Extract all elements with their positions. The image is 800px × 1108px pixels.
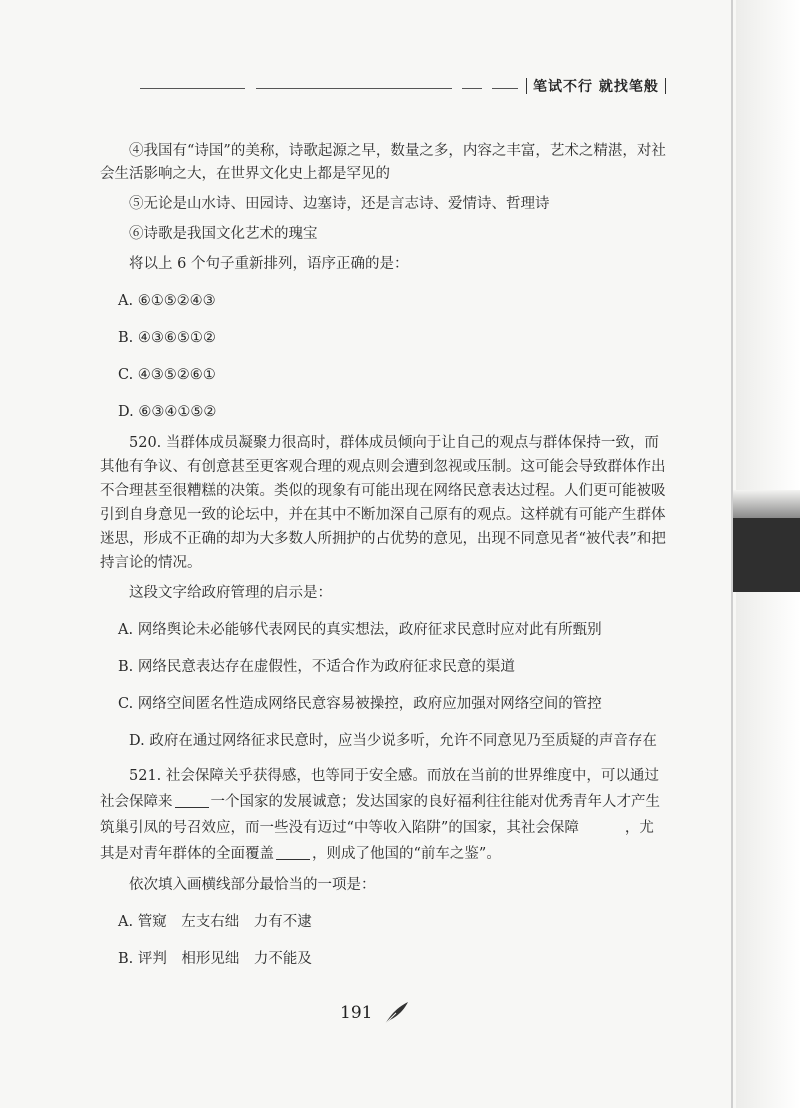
q519-option-b: B. ④③⑥⑤①② xyxy=(118,330,216,346)
q521-option-b: B. 评判 相形见绌 力不能及 xyxy=(118,951,312,967)
q520-prompt: 这段文字给政府管理的启示是： xyxy=(129,585,332,601)
q521-blank-2 xyxy=(581,820,623,834)
q521-passage xyxy=(100,763,666,867)
sentence-5: ⑤无论是山水诗、田园诗、边塞诗，还是言志诗、爱情诗、哲理诗 xyxy=(129,196,550,212)
header-rule-2 xyxy=(256,88,452,89)
header-bar-left xyxy=(526,78,527,94)
q520-option-c: C. 网络空间匿名性造成网络民意容易被操控，政府应加强对网络空间的管控 xyxy=(118,696,602,712)
header-bar-right xyxy=(665,78,666,94)
q520-option-b: B. 网络民意表达存在虚假性，不适合作为政府征求民意的渠道 xyxy=(118,659,515,675)
feather-icon xyxy=(382,1000,410,1026)
q521-text-3: ，尤其是对青年群体的全面覆盖 xyxy=(100,820,654,862)
page-number: 191 xyxy=(340,1003,373,1023)
q520-passage: 520. 当群体成员凝聚力很高时，群体成员倾向于让自己的观点与群体保持一致，而其他有争议、有创意甚至更客观合理的观点则会遭到忽视或压制。这可能会导致群体作出不合理甚至很糟糕的决策。类似的现象有可能出现在网络民意表达过程。人们更可能被吸引到自身意见一致的论坛中，并在其中不断加深自己原有的观点。这样就有可能产生群体迷思，形成不正确的却为大多数人所拥护的占优势的意见，出现不同意见者“被代表”和把持言论的情况。 xyxy=(100,435,666,571)
header-right-text: 就找笔般 xyxy=(598,79,659,95)
q521-text-1: 521. 社会保障关乎获得感，也等同于安全感。而放在当前的世界维度中，可以通过社会保障来 xyxy=(100,768,659,810)
q521-blank-3 xyxy=(276,845,310,860)
q521-prompt: 依次填入画横线部分最恰当的一项是： xyxy=(129,877,376,893)
q520-option-d: D. 政府在通过网络征求民意时，应当少说多听，允许不同意见乃至质疑的声音存在 xyxy=(129,733,657,749)
q521-text-4: ，则成了他国的“前车之鉴”。 xyxy=(312,846,501,862)
sentence-6: ⑥诗歌是我国文化艺术的瑰宝 xyxy=(129,226,318,242)
q519-prompt: 将以上 6 个句子重新排列，语序正确的是： xyxy=(129,256,409,272)
page-body xyxy=(100,140,666,985)
q521-text-2: 一个国家的发展诚意；发达国家的良好福利往往能对优秀青年人才产生筑巢引凤的号召效应，而一些没有迈过“中等收入陷阱”的国家，其社会保障 xyxy=(100,794,660,836)
q520-option-a: A. 网络舆论未必能够代表网民的真实想法，政府征求民意时应对此有所甄别 xyxy=(118,622,602,638)
thumb-index-tab xyxy=(733,518,800,592)
header-rule-4 xyxy=(492,88,518,89)
header-rule-1 xyxy=(140,88,245,89)
thumb-tab-fade xyxy=(733,490,800,518)
q519-option-c: C. ④③⑤②⑥① xyxy=(118,367,216,383)
sentence-4: ④我国有“诗国”的美称，诗歌起源之早，数量之多，内容之丰富，艺术之精湛，对社会生活影响之大，在世界文化史上都是罕见的 xyxy=(100,143,666,182)
q519-option-d: D. ⑥③④①⑤② xyxy=(118,404,217,420)
running-header xyxy=(520,76,672,96)
q521-blank-1 xyxy=(175,793,209,808)
header-left-text: 笔试不行 xyxy=(533,79,593,95)
q519-option-a: A. ⑥①⑤②④③ xyxy=(118,293,216,309)
q521-option-a: A. 管窥 左支右绌 力有不逮 xyxy=(118,914,312,930)
header-rule-3 xyxy=(462,88,482,89)
